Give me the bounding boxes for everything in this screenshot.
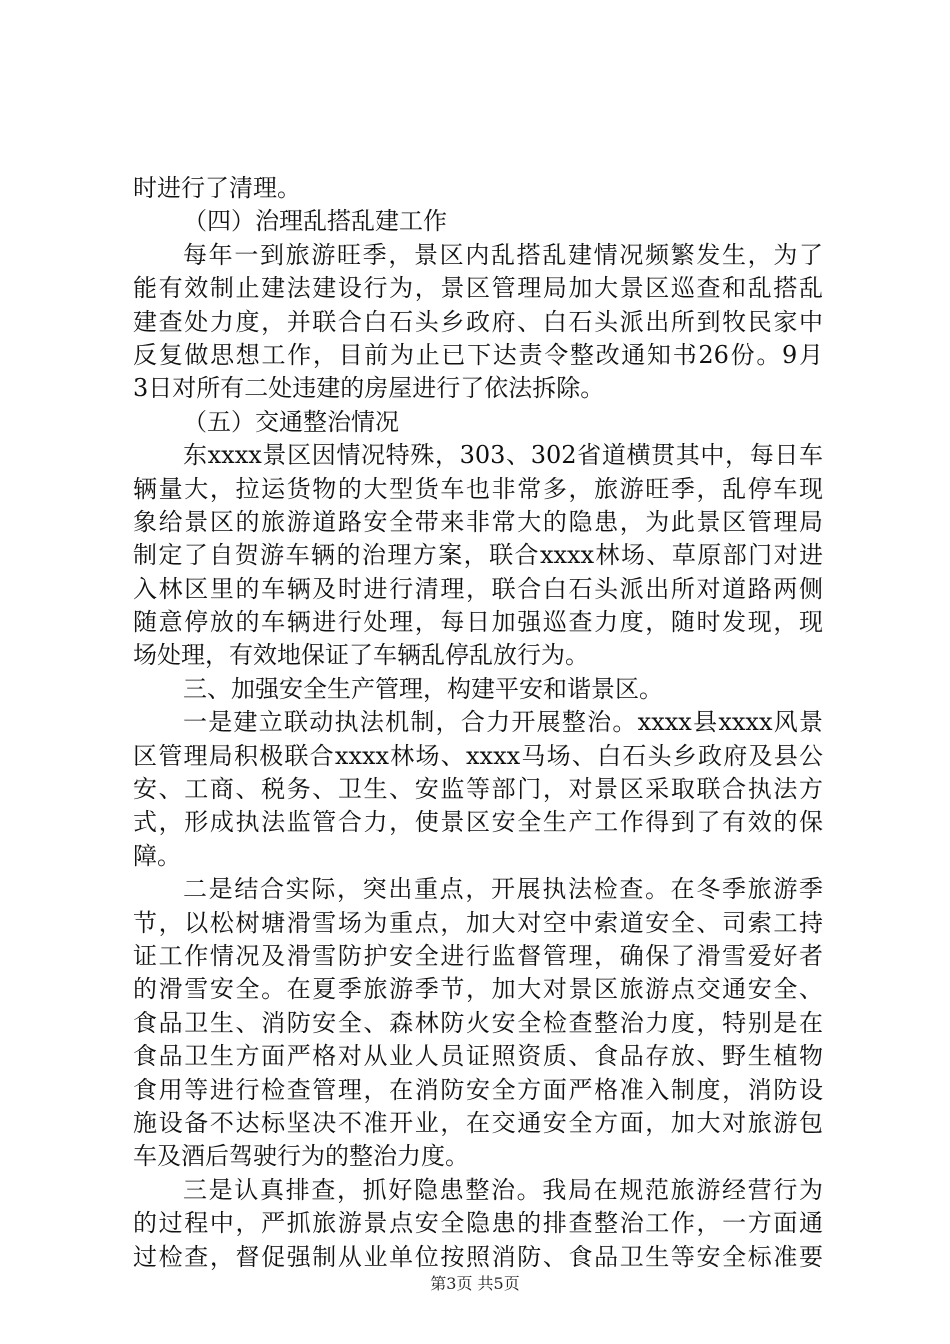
section-heading: （四）治理乱搭乱建工作	[183, 207, 447, 236]
paragraph-line: 车及酒后驾驶行为的整治力度。	[133, 1142, 469, 1171]
paragraph-line: 能有效制止建法建设行为，景区管理局加大景区巡查和乱搭乱	[133, 274, 823, 303]
document-body	[133, 172, 823, 1274]
paragraph-line: 场处理，有效地保证了车辆乱停乱放行为。	[133, 641, 589, 670]
section-heading: （五）交通整治情况	[183, 407, 399, 436]
paragraph-line: 食品卫生方面严格对从业人员证照资质、食品存放、野生植物	[133, 1042, 823, 1071]
paragraph-line: 食品卫生、消防安全、森林防火安全检查整治力度，特别是在	[133, 1008, 823, 1037]
paragraph-line: 东xxxx景区因情况特殊，303、302省道横贯其中，每日车	[183, 441, 823, 470]
paragraph-line: 建查处力度，并联合白石头乡政府、白石头派出所到牧民家中	[133, 307, 823, 336]
paragraph-line: 随意停放的车辆进行处理，每日加强巡查力度，随时发现，现	[133, 608, 823, 637]
paragraph-line: 辆量大，拉运货物的大型货车也非常多，旅游旺季，乱停车现	[133, 474, 823, 503]
paragraph-line: 区管理局积极联合xxxx林场、xxxx马场、白石头乡政府及县公	[133, 741, 823, 770]
paragraph-line: 式，形成执法监管合力，使景区安全生产工作得到了有效的保	[133, 808, 823, 837]
paragraph-line: 施设备不达标坚决不准开业，在交通安全方面，加大对旅游包	[133, 1108, 823, 1137]
paragraph-line: 食用等进行检查管理，在消防安全方面严格准入制度，消防设	[133, 1075, 823, 1104]
paragraph-line: 时进行了清理。	[133, 174, 301, 202]
paragraph-line: 每年一到旅游旺季，景区内乱搭乱建情况频繁发生，为了	[183, 240, 823, 269]
page-number-footer: 第3页 共5页	[430, 1274, 520, 1293]
paragraph-line: 二是结合实际，突出重点，开展执法检查。在冬季旅游季	[183, 875, 823, 904]
paragraph-line: 的滑雪安全。在夏季旅游季节，加大对景区旅游点交通安全、	[133, 975, 823, 1004]
paragraph-line: 三是认真排查，抓好隐患整治。我局在规范旅游经营行为	[183, 1175, 823, 1204]
paragraph-line: 入林区里的车辆及时进行清理，联合白石头派出所对道路两侧	[133, 574, 823, 603]
paragraph-line: 证工作情况及滑雪防护安全进行监督管理，确保了滑雪爱好者	[133, 941, 823, 970]
paragraph-line: 3日对所有二处违建的房屋进行了依法拆除。	[133, 374, 605, 403]
paragraph-line: 障。	[133, 841, 181, 870]
paragraph-line: 象给景区的旅游道路安全带来非常大的隐患，为此景区管理局	[133, 507, 823, 536]
paragraph-line: 一是建立联动执法机制，合力开展整治。xxxx县xxxx风景	[183, 708, 823, 737]
section-heading: 三、加强安全生产管理，构建平安和谐景区。	[183, 674, 663, 703]
paragraph-line: 制定了自贺游车辆的治理方案，联合xxxx林场、草原部门对进	[133, 541, 823, 570]
paragraph-line: 节，以松树塘滑雪场为重点，加大对空中索道安全、司索工持	[133, 908, 823, 937]
paragraph-line: 反复做思想工作，目前为止已下达责令整改通知书26份。9月	[133, 340, 823, 369]
paragraph-line: 过检查，督促强制从业单位按照消防、食品卫生等安全标准要	[133, 1242, 823, 1271]
paragraph-line: 的过程中，严抓旅游景点安全隐患的排查整治工作，一方面通	[133, 1209, 823, 1238]
paragraph-line: 安、工商、税务、卫生、安监等部门，对景区采取联合执法方	[133, 775, 823, 804]
